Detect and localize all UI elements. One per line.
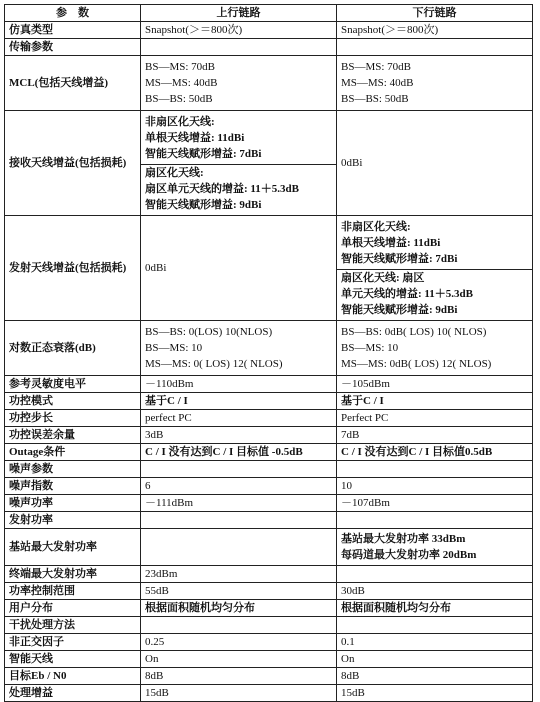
row-label: 发射天线增益(包括损耗): [5, 216, 141, 321]
downlink-value: [337, 39, 533, 56]
row-label: MCL(包括天线增益): [5, 56, 141, 111]
table-row: [5, 22, 533, 39]
row-label: 干扰处理方法: [5, 617, 141, 634]
uplink-value: 8dB: [141, 668, 337, 685]
row-label: 终端最大发射功率: [5, 566, 141, 583]
cell-line: 每码道最大发射功率 20dBm: [341, 549, 477, 561]
downlink-value: [337, 617, 533, 634]
row-label: Outage条件: [5, 444, 141, 461]
downlink-value: [337, 56, 533, 111]
row-label: 对数正态衰落(dB): [5, 321, 141, 376]
row-label: 噪声功率: [5, 495, 141, 512]
uplink-value: 0.25: [141, 634, 337, 651]
cell-line: 智能天线赋形增益: 9dBi: [341, 303, 458, 316]
downlink-value: 0.1: [337, 634, 533, 651]
row-label: 智能天线: [5, 651, 141, 668]
table-row: [5, 685, 533, 702]
cell-line: BS—BS: 50dB: [341, 93, 409, 105]
downlink-value: Snapshot(＞＝800次): [337, 22, 533, 39]
cell-line: 非扇区化天线:: [341, 220, 411, 233]
table-row: [5, 634, 533, 651]
table-row: [5, 444, 533, 461]
table-row: [5, 566, 533, 583]
uplink-value: [141, 461, 337, 478]
cell-line: 扇区单元天线的增益: 11＋5.3dB: [145, 182, 300, 195]
table-row: [5, 393, 533, 410]
header-param: 参 数: [5, 5, 141, 22]
table-row: [5, 651, 533, 668]
cell-line: BS—MS: 70dB: [341, 61, 411, 73]
header-downlink: 下行链路: [337, 5, 533, 22]
uplink-value: [141, 39, 337, 56]
uplink-value: 基于C / I: [141, 393, 337, 410]
row-label: 目标Eb / N0: [5, 668, 141, 685]
table-row: [5, 39, 533, 56]
uplink-value: 3dB: [141, 427, 337, 444]
cell-line: BS—MS: 70dB: [145, 61, 215, 73]
cell-line: 单根天线增益: 11dBi: [145, 131, 245, 144]
uplink-value: Snapshot(＞＝800次): [141, 22, 337, 39]
row-label: 接收天线增益(包括损耗): [5, 111, 141, 216]
table-row: [5, 461, 533, 478]
uplink-value: [141, 512, 337, 529]
cell-line: 智能天线赋形增益: 7dBi: [341, 252, 458, 265]
uplink-value: C / I 没有达到C / I 目标值 -0.5dB: [141, 444, 337, 461]
cell-line: 扇区化天线:: [145, 166, 204, 179]
row-label: 传输参数: [5, 39, 141, 56]
cell-line: 智能天线赋形增益: 7dBi: [145, 147, 262, 160]
cell-line: 智能天线赋形增益: 9dBi: [145, 198, 262, 211]
cell-subsection: [141, 164, 336, 213]
cell-line: BS—BS: 0dB( LOS) 10( NLOS): [341, 326, 487, 338]
table-row: [5, 600, 533, 617]
header-uplink: 上行链路: [141, 5, 337, 22]
uplink-value: 6: [141, 478, 337, 495]
downlink-value: On: [337, 651, 533, 668]
cell-line: MS—MS: 0dB( LOS) 12( NLOS): [341, 358, 492, 370]
table-row: [5, 617, 533, 634]
downlink-value: 7dB: [337, 427, 533, 444]
uplink-value: [141, 111, 337, 216]
uplink-value: [141, 56, 337, 111]
downlink-value: 30dB: [337, 583, 533, 600]
row-label: 用户分布: [5, 600, 141, 617]
uplink-value: 15dB: [141, 685, 337, 702]
downlink-value: Perfect PC: [337, 410, 533, 427]
downlink-value: 15dB: [337, 685, 533, 702]
row-label: 功率控制范围: [5, 583, 141, 600]
downlink-value: 0dBi: [337, 111, 533, 216]
downlink-value: [337, 512, 533, 529]
cell-line: 单元天线的增益: 11＋5.3dB: [341, 287, 474, 300]
table-row: [5, 376, 533, 393]
cell-line: MS—MS: 0( LOS) 12( NLOS): [145, 358, 283, 370]
cell-line: MS—MS: 40dB: [341, 77, 414, 89]
row-label: 非正交因子: [5, 634, 141, 651]
downlink-value: [337, 461, 533, 478]
cell-line: BS—MS: 10: [145, 342, 203, 354]
downlink-value: [337, 529, 533, 566]
downlink-value: 8dB: [337, 668, 533, 685]
row-label: 处理增益: [5, 685, 141, 702]
downlink-value: C / I 没有达到C / I 目标值0.5dB: [337, 444, 533, 461]
uplink-value: [141, 617, 337, 634]
table-header-row: [5, 5, 533, 22]
cell-line: MS—MS: 40dB: [145, 77, 218, 89]
uplink-value: 0dBi: [141, 216, 337, 321]
row-label: 仿真类型: [5, 22, 141, 39]
uplink-value: [141, 321, 337, 376]
row-label: 噪声指数: [5, 478, 141, 495]
cell-line: 扇区化天线: 扇区: [341, 271, 425, 284]
row-label: 功控模式: [5, 393, 141, 410]
row-label: 功控步长: [5, 410, 141, 427]
uplink-value: [141, 529, 337, 566]
uplink-value: perfect PC: [141, 410, 337, 427]
cell-line: BS—BS: 0(LOS) 10(NLOS): [145, 326, 273, 338]
cell-line: 基站最大发射功率 33dBm: [341, 533, 466, 545]
uplink-value: 根据面积随机均匀分布: [141, 600, 337, 617]
table-row: [5, 478, 533, 495]
row-label: 功控误差余量: [5, 427, 141, 444]
row-label: 噪声参数: [5, 461, 141, 478]
cell-line: 非扇区化天线:: [145, 115, 215, 128]
downlink-value: [337, 216, 533, 321]
cell-line: BS—MS: 10: [341, 342, 399, 354]
table-row: [5, 495, 533, 512]
table-row: [5, 668, 533, 685]
table-row: [5, 56, 533, 111]
table-row: [5, 529, 533, 566]
downlink-value: 10: [337, 478, 533, 495]
downlink-value: 基于C / I: [337, 393, 533, 410]
downlink-value: 根据面积随机均匀分布: [337, 600, 533, 617]
table-row: [5, 410, 533, 427]
uplink-value: －110dBm: [141, 376, 337, 393]
downlink-value: [337, 566, 533, 583]
row-label: 参考灵敏度电平: [5, 376, 141, 393]
downlink-value: －107dBm: [337, 495, 533, 512]
table-row: [5, 583, 533, 600]
table-row: [5, 216, 533, 321]
table-row: [5, 321, 533, 376]
table-row: [5, 512, 533, 529]
table-row: [5, 111, 533, 216]
uplink-value: 55dB: [141, 583, 337, 600]
cell-line: BS—BS: 50dB: [145, 93, 213, 105]
downlink-value: [337, 321, 533, 376]
uplink-value: On: [141, 651, 337, 668]
cell-subsection: [337, 269, 532, 318]
downlink-value: －105dBm: [337, 376, 533, 393]
cell-line: 单根天线增益: 11dBi: [341, 236, 441, 249]
parameter-table: [4, 4, 533, 702]
table-row: [5, 427, 533, 444]
uplink-value: －111dBm: [141, 495, 337, 512]
row-label: 基站最大发射功率: [5, 529, 141, 566]
uplink-value: 23dBm: [141, 566, 337, 583]
row-label: 发射功率: [5, 512, 141, 529]
